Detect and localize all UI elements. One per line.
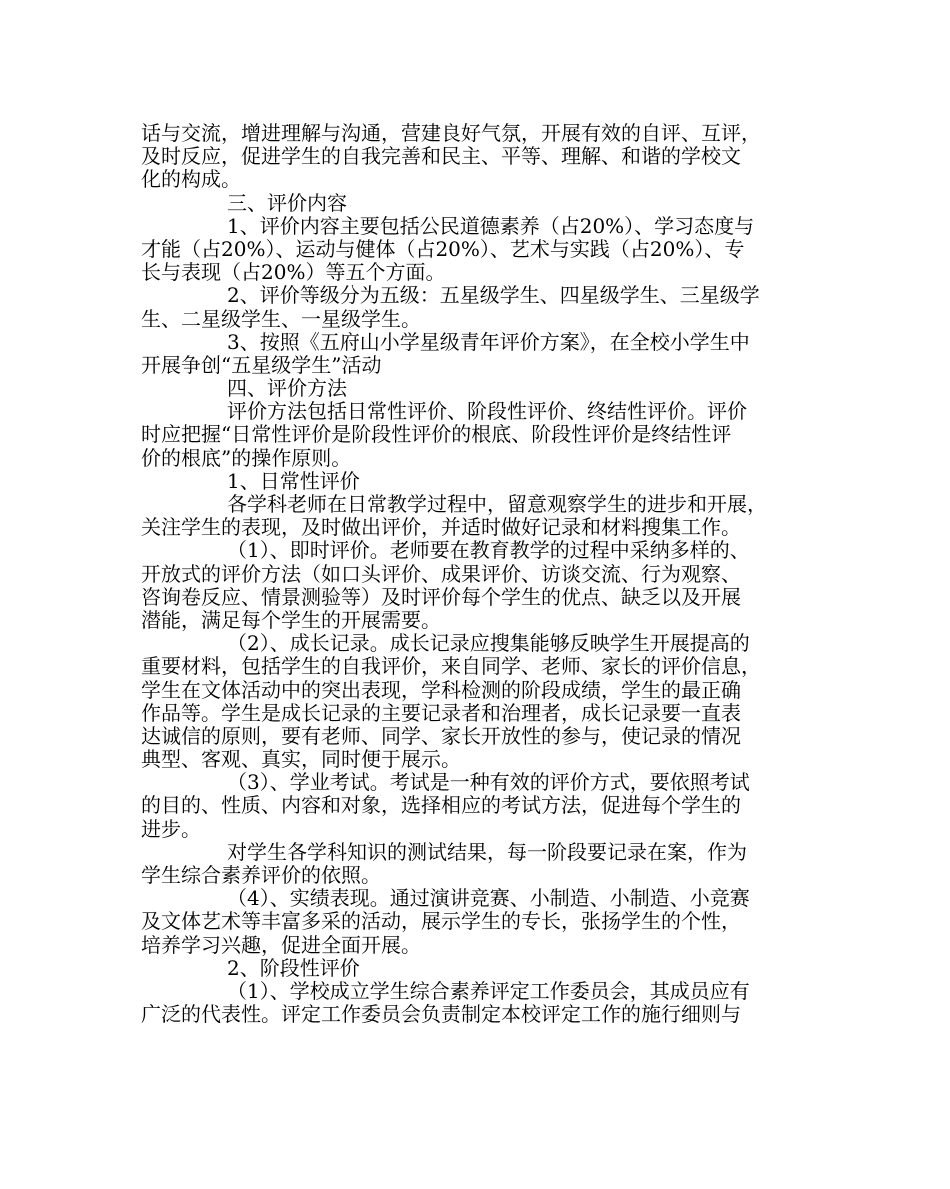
paragraph-line: 培养学习兴趣，促进全面开展。 [141,932,421,957]
paragraph-line: 学生综合素养评价的依照。 [141,863,381,887]
paragraph-line: 时应把握“日常性评价是阶段性评价的根底、阶段性评价是终结性评 [141,422,732,447]
paragraph-line-indented: 1、日常性评价 [227,468,360,493]
paragraph-line-indented: 四、评价方法 [227,376,347,401]
document-body [141,122,813,1026]
paragraph-line: 作品等。学生是成长记录的主要记录者和治理者，成长记录要一直表 [141,700,741,725]
paragraph-line-indented: （3）、学业考试。考试是一种有效的评价方式，要依照考试 [227,770,750,795]
paragraph-line: 价的根底”的操作原则。 [141,445,352,470]
paragraph-line: 重要材料，包括学生的自我评价，来自同学、老师、家长的评价信息， [141,654,761,679]
paragraph-line: 开展争创“五星级学生”活动 [141,352,382,377]
paragraph-line: 及时反应，促进学生的自我完善和民主、平等、理解、和谐的学校文 [141,144,741,169]
paragraph-line-indented: 各学科老师在日常教学过程中，留意观察学生的进步和开展， [227,492,767,516]
paragraph-line-indented: （1）、学校成立学生综合素养评定工作委员会，其成员应有 [227,978,750,1003]
paragraph-line: 咨询卷反应、情景测验等）及时评价每个学生的优点、缺乏以及开展 [141,584,741,609]
paragraph-line-indented: 三、评价内容 [227,190,347,215]
paragraph-line: 才能（占20%）、运动与健体（占20%）、艺术与实践（占20%）、专 [141,236,745,261]
paragraph-line: 潜能，满足每个学生的开展需要。 [141,607,441,632]
paragraph-line-indented: 对学生各学科知识的测试结果，每一阶段要记录在案，作为 [227,839,747,864]
paragraph-line: 长与表现（占20%）等五个方面。 [141,260,446,285]
paragraph-line: 的目的、性质、内容和对象，选择相应的考试方法，促进每个学生的 [141,793,741,818]
paragraph-line: 广泛的代表性。评定工作委员会负责制定本校评定工作的施行细则与 [141,1002,741,1027]
paragraph-line: 典型、客观、真实，同时便于展示。 [141,747,461,772]
paragraph-line: 话与交流，增进理解与沟通，营建良好气氛，开展有效的自评、互评， [141,121,761,145]
paragraph-line-indented: 1、评价内容主要包括公民道德素养（占20%）、学习态度与 [227,213,755,238]
paragraph-line-indented: 2、评价等级分为五级：五星级学生、四星级学生、三星级学 [227,283,760,308]
paragraph-line-indented: 2、阶段性评价 [227,955,360,980]
paragraph-line: 达诚信的原则，要有老师、同学、家长开放性的参与，使记录的情况 [141,723,741,748]
paragraph-line: 开放式的评价方法（如口头评价、成果评价、访谈交流、行为观察、 [141,561,741,586]
paragraph-line: 学生在文体活动中的突出表现，学科检测的阶段成绩，学生的最正确 [141,677,741,702]
paragraph-line-indented: （2）、成长记录。成长记录应搜集能够反映学生开展提高的 [227,631,750,656]
paragraph-line-indented: 评价方法包括日常性评价、阶段性评价、终结性评价。评价 [227,399,747,424]
paragraph-line-indented: （1）、即时评价。老师要在教育教学的过程中采纳多样的、 [227,538,750,563]
paragraph-line: 化的构成。 [141,167,241,192]
paragraph-line-indented: 3、按照《五府山小学星级青年评价方案》，在全校小学生中 [227,329,750,354]
paragraph-line: 生、二星级学生、一星级学生。 [141,306,421,331]
paragraph-line-indented: （4）、实绩表现。通过演讲竞赛、小制造、小制造、小竞赛 [227,886,750,911]
paragraph-line: 及文体艺术等丰富多采的活动，展示学生的专长，张扬学生的个性， [141,909,741,934]
paragraph-line: 进步。 [141,816,201,841]
paragraph-line: 关注学生的表现，及时做出评价，并适时做好记录和材料搜集工作。 [141,515,741,540]
